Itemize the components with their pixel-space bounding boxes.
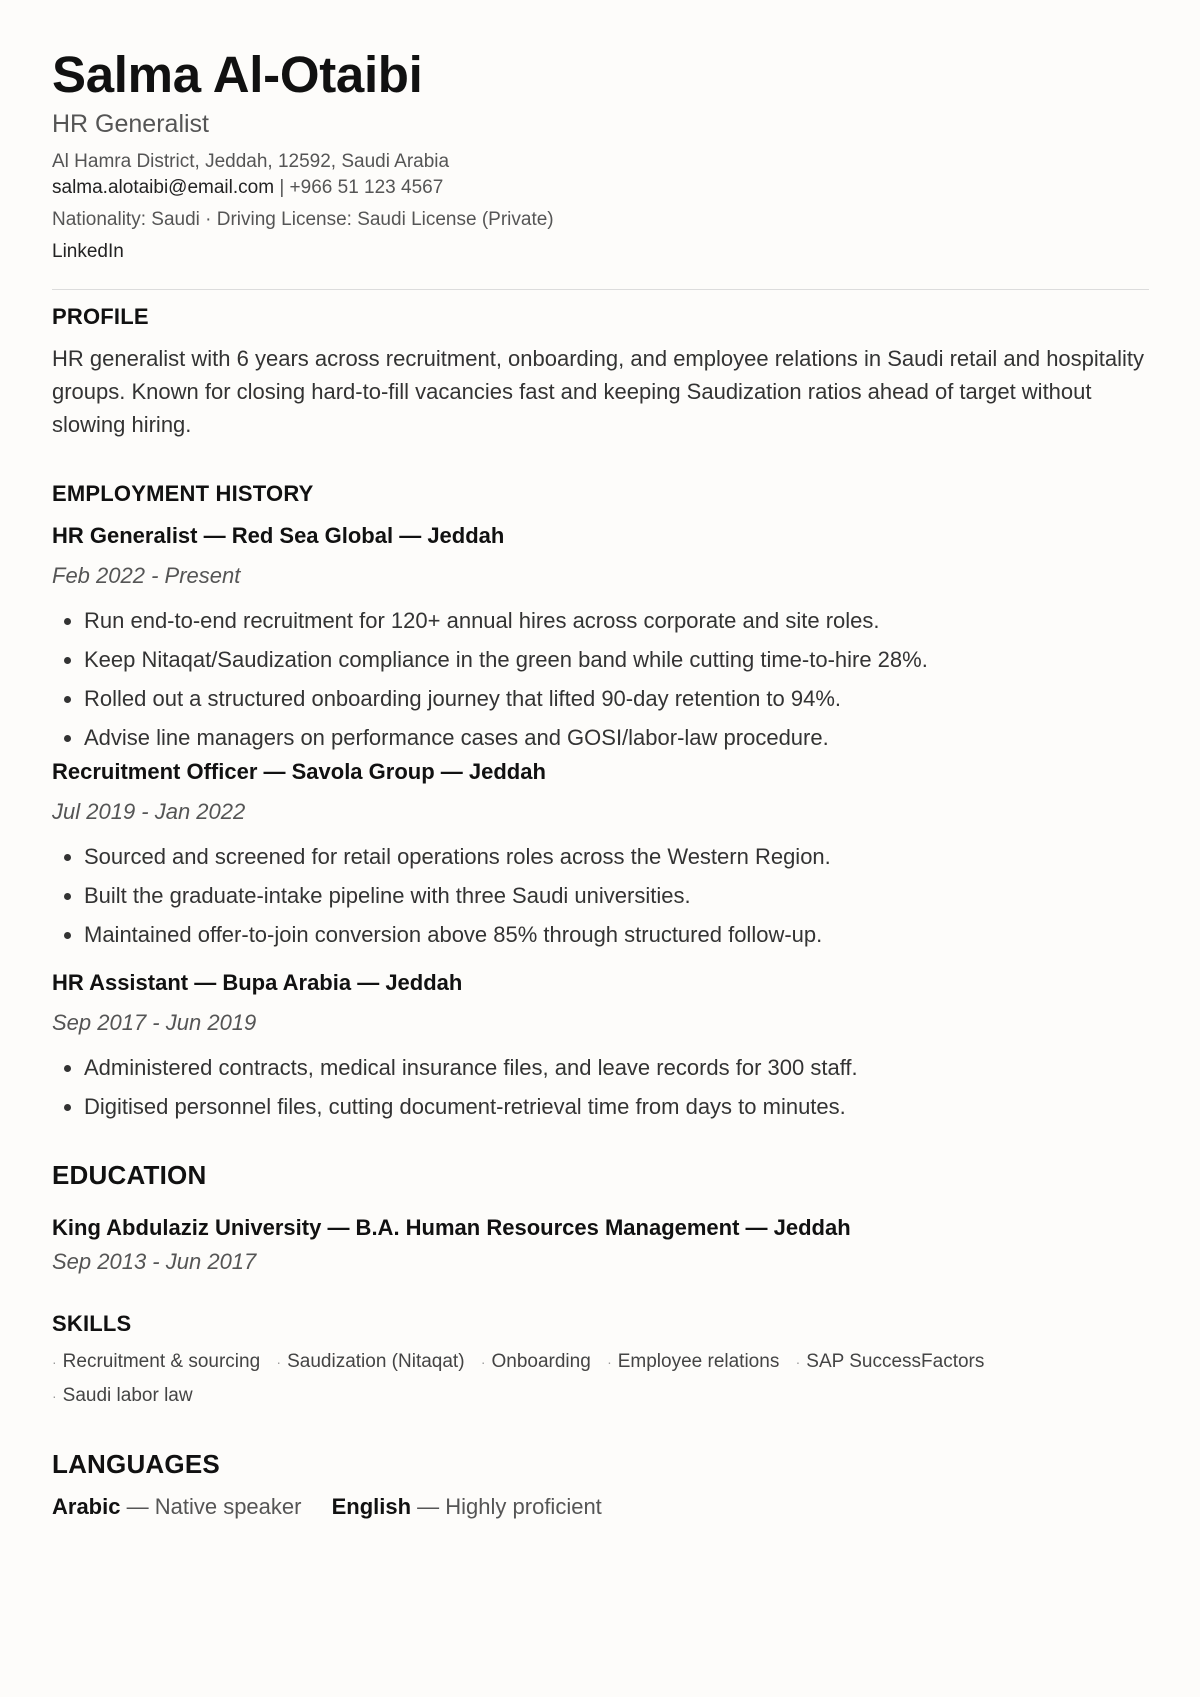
- education-title: King Abdulaziz University — B.A. Human Resources Management — Jeddah: [52, 1214, 851, 1240]
- skill-label: SAP SuccessFactors: [806, 1350, 985, 1372]
- profile-heading: PROFILE: [52, 303, 149, 329]
- job-bullet: • Keep Nitaqat/Saudization compliance in the green band while cutting time-to-hire 28%.: [84, 640, 1149, 679]
- skill-label: Employee relations: [617, 1350, 780, 1372]
- skill-bullet: ·: [607, 1353, 612, 1370]
- skill-item: [481, 1345, 591, 1379]
- skill-label: Saudi labor law: [62, 1384, 193, 1406]
- language-dash: —: [411, 1493, 446, 1519]
- employment-heading: EMPLOYMENT HISTORY: [52, 480, 314, 506]
- skill-bullet: ·: [795, 1353, 801, 1370]
- profile-text: HR generalist with 6 years across recruitment, onboarding, and employee relations in Saudi retail and hospitality groups. Known for closing hard-to-fill vacancies fast and keeping Saudization ratios ahead of target without slowing hiring.: [52, 345, 1145, 437]
- email-link[interactable]: salma.alotaibi@email.com: [52, 176, 275, 198]
- candidate-role: HR Generalist: [52, 109, 209, 138]
- language-dash: —: [120, 1493, 155, 1519]
- nationality-license: Nationality: Saudi · Driving License: Saudi License (Private): [52, 208, 554, 230]
- job-bullet: • Advise line managers on performance cases and GOSI/labor-law procedure.: [84, 718, 1149, 757]
- job-bullet: • Sourced and screened for retail operations roles across the Western Region.: [84, 837, 1149, 876]
- language-item: [332, 1494, 602, 1520]
- skill-bullet: ·: [480, 1353, 486, 1370]
- employment-section: [52, 481, 1149, 1126]
- skill-bullet: ·: [52, 1387, 57, 1404]
- job-title: Recruitment Officer — Savola Group — Jeddah: [52, 758, 546, 784]
- skill-label: Recruitment & sourcing: [62, 1350, 261, 1372]
- language-level: Native speaker: [154, 1493, 302, 1519]
- skills-section: [52, 1311, 1149, 1413]
- language-item: [52, 1494, 301, 1520]
- job-dates: Sep 2017 - Jun 2019: [52, 1009, 257, 1035]
- skill-item: [796, 1345, 985, 1379]
- job-bullets: [52, 1048, 1149, 1126]
- job-bullet: • Rolled out a structured onboarding journey that lifted 90-day retention to 94%.: [84, 679, 1149, 718]
- skill-label: Saudization (Nitaqat): [287, 1350, 465, 1372]
- job-title: HR Generalist — Red Sea Global — Jeddah: [52, 522, 505, 548]
- languages-list: [52, 1494, 1149, 1520]
- skills-list: [52, 1345, 1152, 1413]
- language-level: Highly proficient: [445, 1493, 602, 1519]
- education-heading: EDUCATION: [52, 1159, 207, 1190]
- job-entry: [52, 759, 1149, 954]
- contact-separator: |: [274, 176, 290, 198]
- skill-item: [52, 1345, 260, 1379]
- profile-section: [52, 304, 1149, 441]
- education-dates: Sep 2013 - Jun 2017: [52, 1248, 257, 1274]
- skill-item: [52, 1379, 193, 1413]
- job-entry: [52, 523, 1149, 757]
- languages-section: [52, 1449, 1149, 1520]
- job-bullet: • Built the graduate-intake pipeline with three Saudi universities.: [84, 876, 1149, 915]
- skill-bullet: ·: [276, 1353, 282, 1370]
- skill-item: [276, 1345, 464, 1379]
- skill-label: Onboarding: [491, 1350, 591, 1372]
- contact-line: [52, 175, 1149, 201]
- job-title: HR Assistant — Bupa Arabia — Jeddah: [52, 969, 463, 995]
- address: Al Hamra District, Jeddah, 12592, Saudi Arabia: [52, 150, 450, 172]
- job-dates: Feb 2022 - Present: [52, 562, 241, 588]
- language-name: English: [331, 1493, 412, 1519]
- education-section: [52, 1160, 1149, 1275]
- languages-heading: LANGUAGES: [52, 1448, 220, 1479]
- contact-block: [52, 149, 1149, 265]
- job-bullets: [52, 601, 1149, 757]
- header-divider: [52, 289, 1149, 290]
- job-entry: [52, 970, 1149, 1126]
- job-bullet: • Run end-to-end recruitment for 120+ annual hires across corporate and site roles.: [84, 601, 1149, 640]
- skills-heading: SKILLS: [52, 1310, 132, 1336]
- linkedin-link[interactable]: LinkedIn: [52, 240, 124, 262]
- job-bullets: [52, 837, 1149, 954]
- job-bullet: • Digitised personnel files, cutting document-retrieval time from days to minutes.: [84, 1087, 1149, 1126]
- job-bullet: • Maintained offer-to-join conversion above 85% through structured follow-up.: [84, 915, 1149, 954]
- job-bullet: • Administered contracts, medical insurance files, and leave records for 300 staff.: [84, 1048, 1149, 1087]
- job-dates: Jul 2019 - Jan 2022: [52, 798, 246, 824]
- candidate-name: Salma Al-Otaibi: [52, 46, 423, 103]
- phone-number: +966 51 123 4567: [289, 176, 444, 198]
- skill-bullet: ·: [52, 1353, 57, 1370]
- skill-item: [607, 1345, 779, 1379]
- language-name: Arabic: [52, 1493, 121, 1519]
